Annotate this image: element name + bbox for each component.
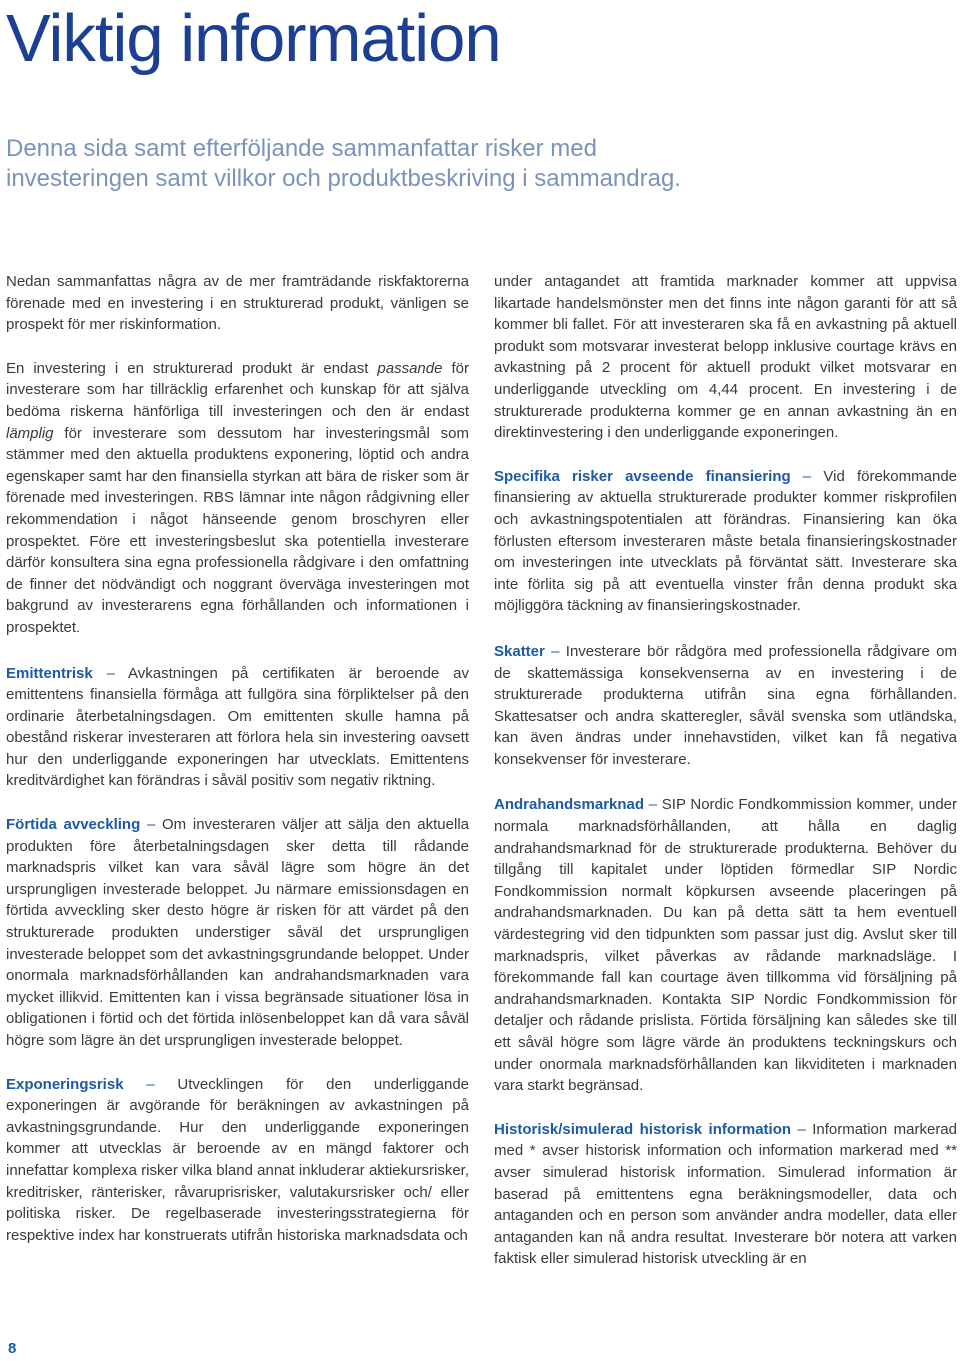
historisk-heading: Historisk/simulerad historisk information <box>494 1120 792 1138</box>
exponering-section: Exponeringsrisk – Utvecklingen för den underliggande exponeringen är avgörande för beräkningen av avkastningen på avkastningsgrundande. Hur den underliggande exponeringen kommer att utvecklas är beroende av en mängd faktorer och innefattar komplexa risker vilka bland annat inkluderar aktiekursrisker, kreditrisker, ränterisker, råvaruprisrisker, valutakursrisker och/ eller politiska risker. De regelbaserade investeringsstrategierna för respektive index har konstruerats utifrån historiska marknadsdata och <box>6 1075 470 1244</box>
fortida-heading: Förtida avveckling <box>6 816 141 834</box>
right-column <box>494 271 957 1270</box>
page-number: 8 <box>8 1340 17 1357</box>
specifika-section: Specifika risker avseende finansiering – Vid förekommande finansiering av aktuella strukturerade produkter kommer riskprofilen och avkastningspotentialen att förändras. Finansiering kan öka förlusten eftersom investeraren måste betala finansieringskostnader om investeringen inte utvecklats på förväntat sätt. Investerare ska inte förlita sig på att eventuella vinster från denna produkt ska möjliggöra täckning av finansieringskostnader. <box>494 467 958 615</box>
left-column <box>6 271 469 1246</box>
intro-paragraph: Nedan sammanfattas några av de mer framträdande riskfaktorerna förenade med en investering i en strukturerad produkt, vänligen se prospekt för mer riskinformation. <box>6 273 469 334</box>
page-title: Viktig information <box>6 1 501 76</box>
intro-text: Denna sida samt efterföljande sammanfattar risker med investeringen samt villkor och produktbeskriving i sammandrag. <box>6 135 681 192</box>
andrahand-heading: Andrahandsmarknad <box>494 796 645 814</box>
emittentrisk-section: Emittentrisk – Avkastningen på certifikaten är beroende av emittentens finansiella förmåga att fullgöra sina förpliktelser på den ordinarie återbetalningsdagen. Om emittenten skulle hamna på obestånd riskerar investeraren att förlora hela sin investering oavsett hur den underliggande exponeringen har utvecklats. Emittentens kreditvärdighet kan förändras i såväl positiv som negativ riktning. <box>6 664 469 790</box>
specifika-heading: Specifika risker avseende finansiering <box>494 467 791 485</box>
emittentrisk-heading: Emittentrisk <box>6 664 93 682</box>
andrahand-section: Andrahandsmarknad – SIP Nordic Fondkommission kommer, under normala marknadsförhållanden, att hålla en daglig andrahandsmarknad för de strukturerade produkterna. Behöver du tillgång till kapitalet under löptiden förmedlar SIP Nordic Fondkommission normalt köpkursen avseende placeringen på andrahandsmarknaden. Du kan på detta sätt ta hem eventuell värdestegring vid den tidpunkten som passar just dig. Avslut sker till marknadspris, vilket påverkas av rådande marknadsläge. I förekommande fall kan courtage även tillkomma vid försäljning på andrahandsmarknaden. Kontakta SIP Nordic Fondkommission för detaljer och rådande prislista. Förtida försäljning kan således ske till ett såväl högre som lägre värde än produktens teckningskurs och under onormala marknadsförhållanden kan likviditeten i marknaden vara starkt begränsad. <box>494 796 957 1095</box>
exponering-heading: Exponeringsrisk <box>6 1075 124 1093</box>
historisk-section: Historisk/simulerad historisk information – Information markerad med * avser historisk information och information markerad med ** avser simulerad historisk information. Simulerad information är baserad på emittentens egna beräkningsmodeller, data och antaganden och en person som använder andra modeller, data eller antaganden kan nå andra resultat. Investerare bör notera att varken faktisk eller simulerad historisk utveckling är en <box>494 1120 957 1268</box>
skatter-section: Skatter – Investerare bör rådgöra med professionella rådgivare om de skattemässiga konsekvenserna av en investering i de strukturerade produkterna utifrån sina egna förhållanden. Skattesatser och andra skatteregler, såväl svenska som utländska, kan även ändras under innehavstiden, vilket kan få negativa konsekvenser för investerare. <box>494 642 958 768</box>
suitability-paragraph: En investering i en strukturerad produkt är endast passande för investerare som har tillräcklig erfarenhet och kunskap för att själva bedöma riskerna hänförliga till investeringen och den är endast lämplig för investerare som dessutom har investeringsmål som stämmer med den aktuella produktens exponering, löptid och andra egenskaper samt har den finansiella styrkan att bära de risker som är förenade med investeringen. RBS lämnar inte någon rådgivning eller rekommendation i något hänseende genom broschyren eller prospektet. Före ett investeringsbeslut ska potentiella investerare därför konsultera sina egna professionella rådgivare i den omfattning de finner det nödvändigt och noggrant överväga investeringen mot bakgrund av investerarens egna förhållanden och informationen i prospektet. <box>6 359 469 636</box>
continuation-paragraph: under antagandet att framtida marknader kommer att uppvisa likartade handelsmönster men det finns inte någon garanti för att så kommer bli fallet. För att investeraren ska få en avkastning på aktuell produkt som motsvarar investerat belopp inklusive courtage krävs en avkastning på 2 procent för aktuell produkt vilket motsvarar en underliggande utveckling om 4,44 procent. En investering i de strukturerade produkterna kommer ge en annan avkastning än en direktinvestering i den underliggande exponeringen. <box>494 273 957 442</box>
skatter-heading: Skatter <box>494 642 545 660</box>
fortida-section: Förtida avveckling – Om investeraren väljer att sälja den aktuella produkten före återbetalningsdagen sker detta till rådande marknadspris vilket kan vara såväl lägre som högre än det ursprungligen investerade beloppet. Ju närmare emissionsdagen en förtida avveckling sker desto högre är risken för att värdet på den strukturerade produkten understiger såväl det ursprungligen investerade beloppet som det avkastningsgrundande beloppet. Under onormala marknadsförhållanden kan andrahandsmarknaden vara mycket illikvid. Emittenten kan i vissa begränsade situationer lösa in obligationen i förtid och det förtida inlösenbeloppet kan då vara såväl högre som lägre än det ursprungligen investerade beloppet. <box>6 816 469 1049</box>
